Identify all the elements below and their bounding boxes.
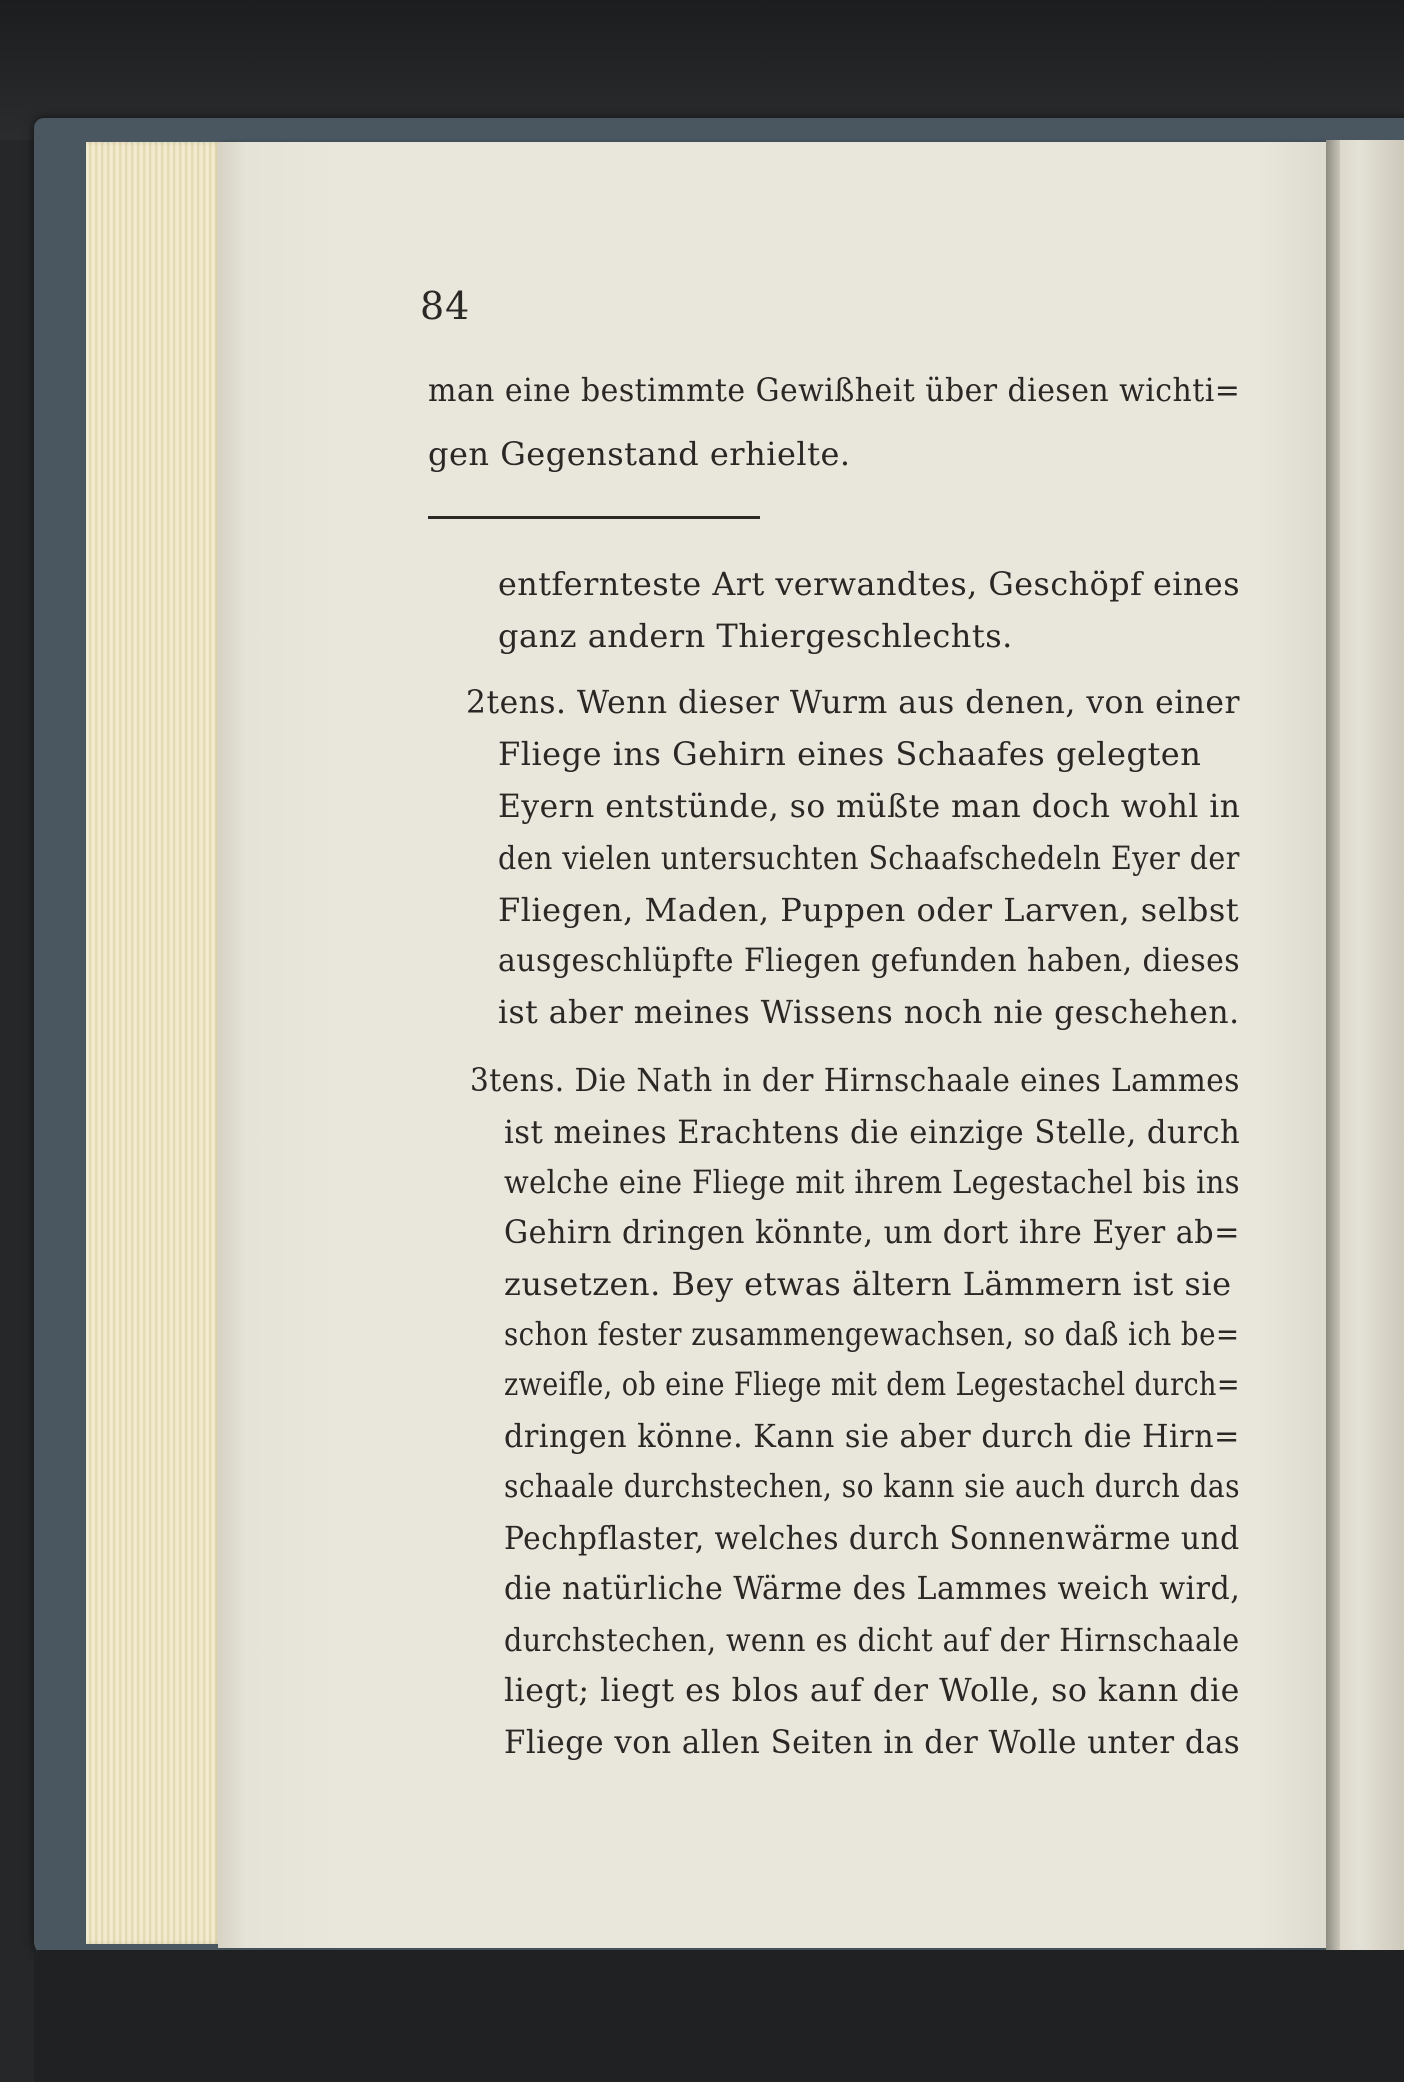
footnote-line: entfernteste Art verwandtes, Geschöpf eines <box>498 565 1241 603</box>
footnote-line: durchstechen, wenn es dicht auf der Hirnschaale <box>504 1621 1240 1659</box>
footnote-line: Fliege ins Gehirn eines Schaafes gelegten <box>498 735 1202 773</box>
page-edges <box>86 142 222 1944</box>
facing-page-edge <box>1340 140 1404 1950</box>
footnote-line: Pechpflaster, welches durch Sonnenwärme und <box>504 1519 1240 1557</box>
footnote-line: ist meines Erachtens die einzige Stelle, durch <box>504 1113 1241 1151</box>
footnote-line: die natürliche Wärme des Lammes weich wird, <box>504 1569 1241 1607</box>
footnote-line: liegt; liegt es blos auf der Wolle, so kann die <box>504 1671 1240 1709</box>
footnote-line: zweifle, ob eine Fliege mit dem Legestachel durch= <box>504 1365 1240 1403</box>
background-bottom <box>34 1950 1404 2082</box>
book-gutter <box>1326 140 1340 1950</box>
footnote-line: schon fester zusammengewachsen, so daß ich be= <box>504 1315 1240 1353</box>
page-number: 84 <box>420 284 471 328</box>
footnote-line: zusetzen. Bey etwas ältern Lämmern ist sie <box>504 1265 1232 1303</box>
footnote-line: den vielen untersuchten Schaafschedeln Eyer der <box>498 839 1240 877</box>
footnote-line: welche eine Fliege mit ihrem Legestachel bis ins <box>504 1163 1240 1201</box>
text-line: man eine bestimmte Gewißheit über diesen wichti= <box>428 371 1241 409</box>
footnote-line: 3tens. Die Nath in der Hirnschaale eines Lammes <box>470 1061 1240 1099</box>
footnote-line: ist aber meines Wissens noch nie geschehen. <box>498 993 1240 1031</box>
footnote-line: 2tens. Wenn dieser Wurm aus denen, von einer <box>466 683 1240 721</box>
footnote-line: Fliegen, Maden, Puppen oder Larven, selbst <box>498 891 1240 929</box>
footnote-line: Gehirn dringen könnte, um dort ihre Eyer ab= <box>504 1213 1240 1251</box>
footnote-line: ausgeschlüpfte Fliegen gefunden haben, dieses <box>498 941 1241 979</box>
footnote-line: Fliege von allen Seiten in der Wolle unter das <box>504 1723 1241 1761</box>
footnote-separator <box>428 516 760 519</box>
footnote-line: ganz andern Thiergeschlechts. <box>498 617 1013 655</box>
footnote-line: schaale durchstechen, so kann sie auch durch das <box>504 1467 1240 1505</box>
footnote-line: Eyern entstünde, so müßte man doch wohl in <box>498 787 1241 825</box>
text-line: gen Gegenstand erhielte. <box>428 435 851 473</box>
footnote-line: dringen könne. Kann sie aber durch die Hirn= <box>504 1417 1240 1455</box>
